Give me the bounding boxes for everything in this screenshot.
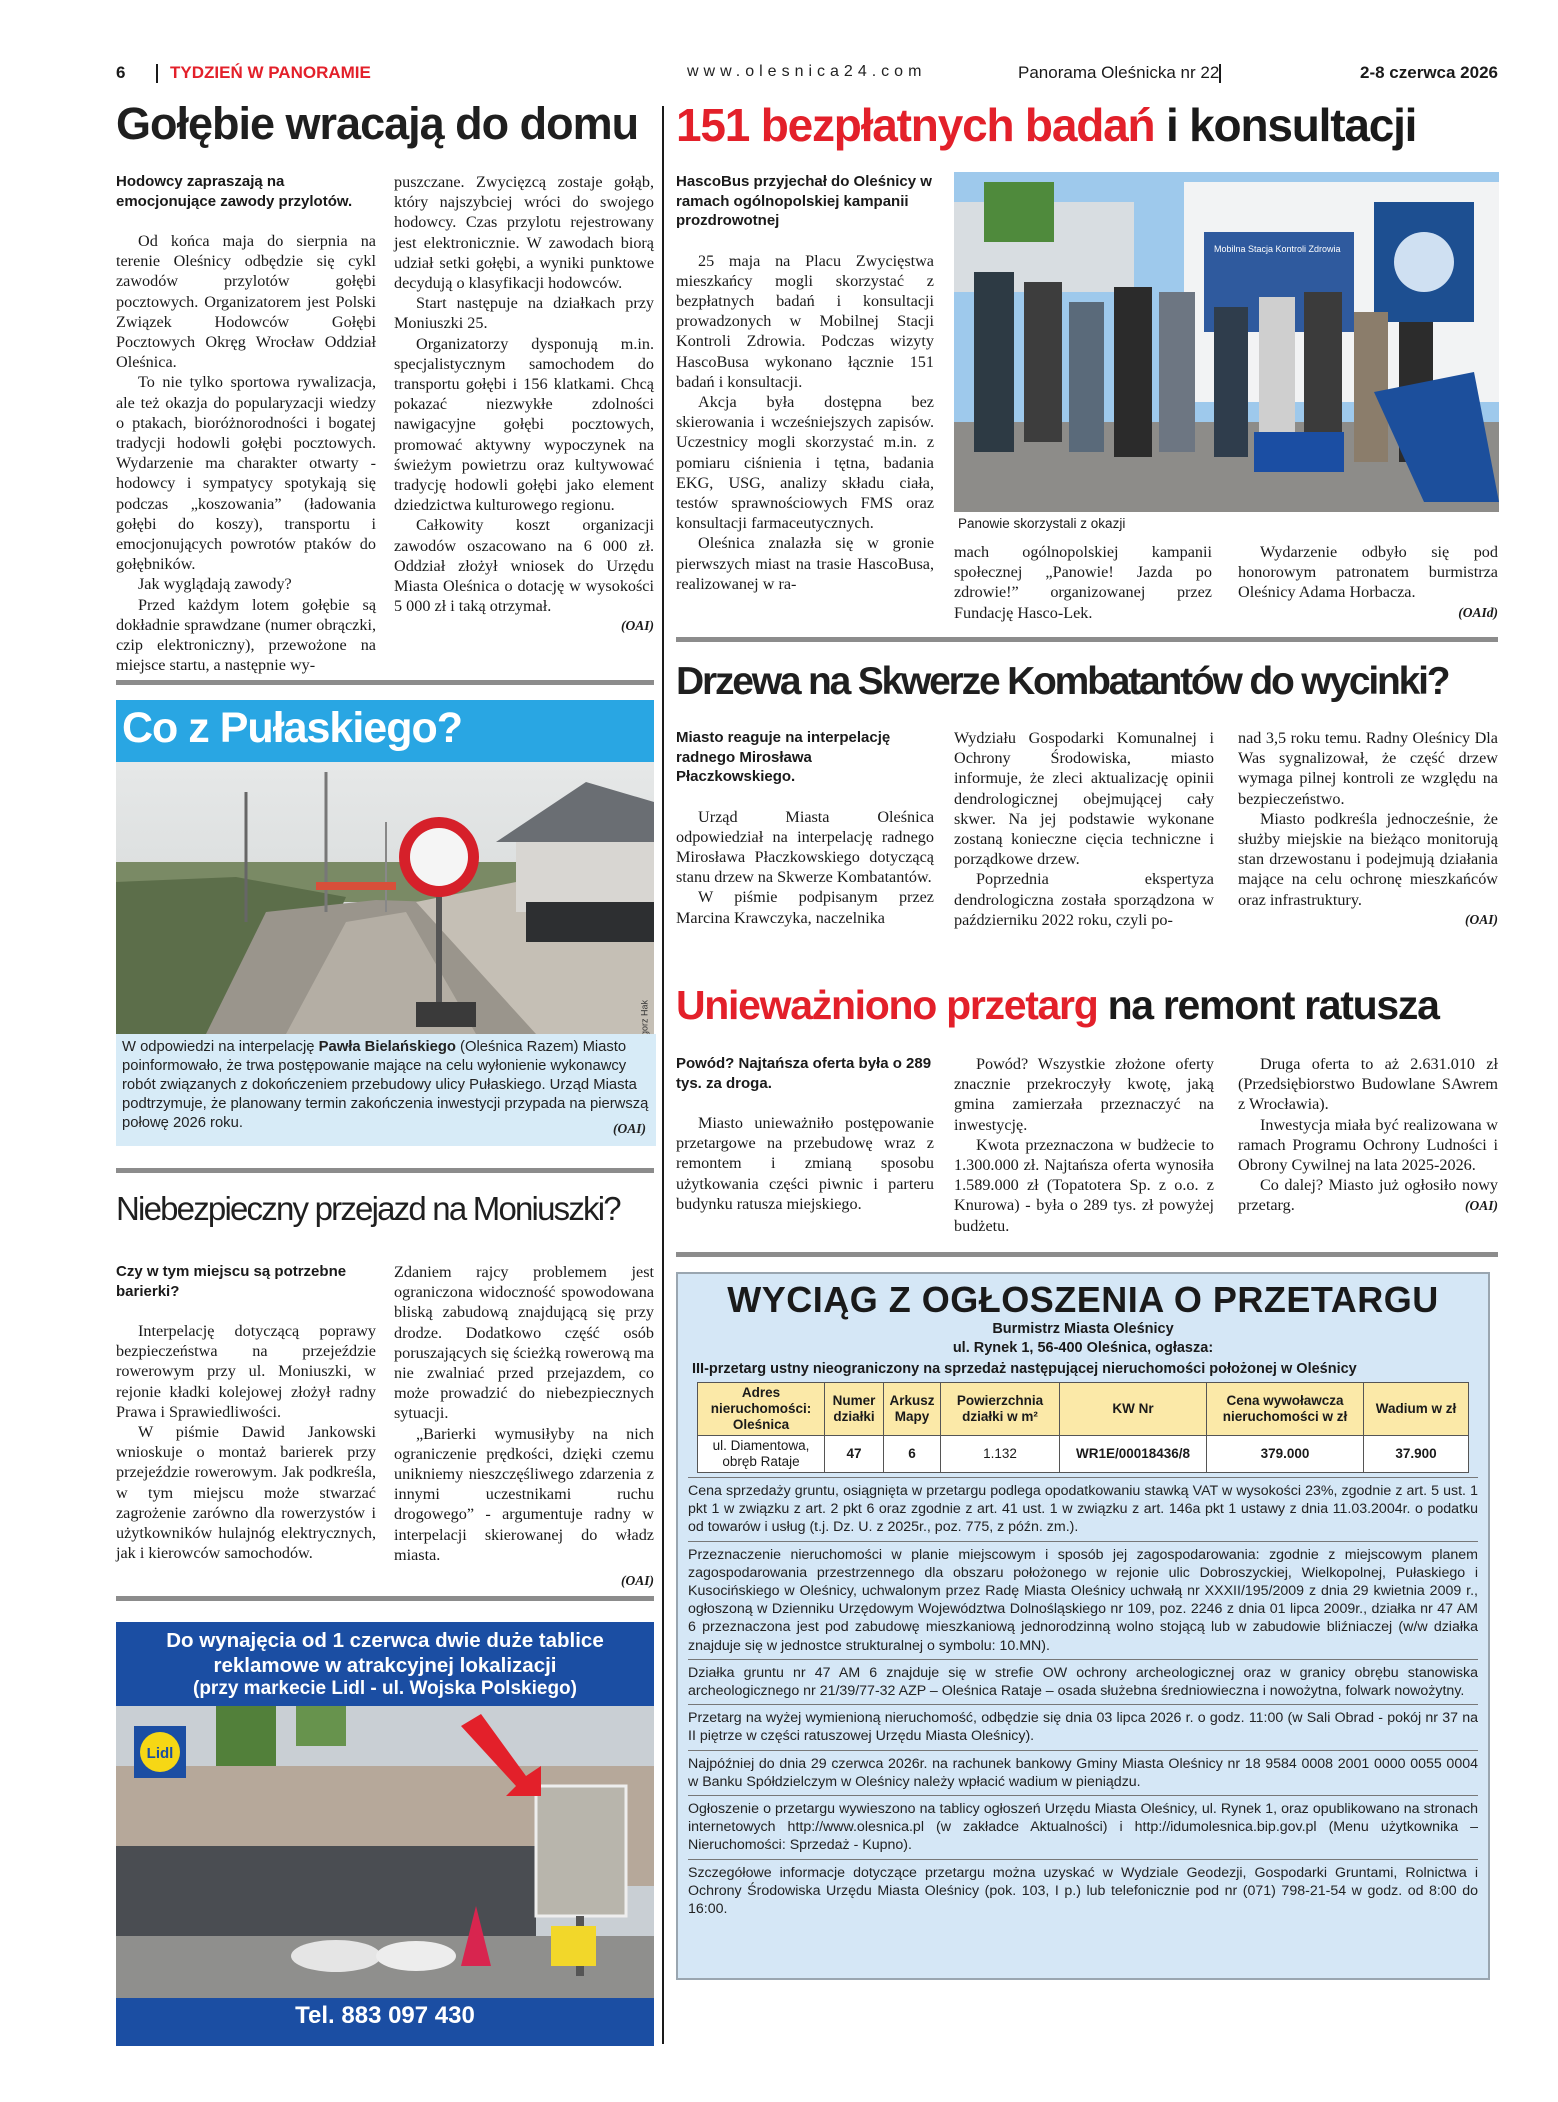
headline-pigeons: Gołębie wracają do domu: [116, 98, 639, 149]
paragraph: Poprzednia ekspertyza dendrologiczna została sporządzona w październiku 2022 roku, czyli po-: [954, 870, 1214, 929]
col-header: KW Nr: [1060, 1383, 1207, 1436]
col-header: Arkusz Mapy: [884, 1383, 941, 1436]
paragraph: Całkowity koszt organizacji zawodów oszacowano na 6 000 zł. Oddział złożył wniosek do Urzędu Miasta Oleśnica o dotację w wysokości 5 000 zł i taką otrzymał.: [394, 516, 654, 616]
paragraph: Akcja była dostępna bez skierowania i wcześniejszych zapisów. Uczestnicy mogli skorzystać m.in. z pomiaru ciśnienia i tętna, badania EKG, USG, analizy składu ciała, testów sprawnościowych FMS oraz konsultacji farmaceutycznych.: [676, 392, 934, 533]
signature: (OAI): [613, 1121, 646, 1136]
table-cell: ul. Diamentowa, obręb Rataje: [698, 1436, 825, 1473]
tender-body: [688, 1477, 1478, 1922]
tender-paragraph: Przeznaczenie nieruchomości w planie miejscowym i sposób jej zagospodarowania: zgodnie z miejscowym planem zagospodarowania przestrzennego dla obszaru położonego w rejonie ulic Dobroszyckiej, Wielkopolnej, Pułaskiego i Kusocińskiego w Oleśnicy, uchwalonym przez Radę Miasta Oleśnicy uchwałą nr XXXII/195/2009 z dnia 29 kwietnia 2009 r., ogłoszoną w Dzienniku Urzędowym Województwa Dolnośląskiego nr 109, poz. 2246 z dnia 01 lipca 2009r., działka nr 47 AM 6 przeznaczona jest pod zabudowę mieszkaniową jednorodzinną wolno stojącą lub w zabudowie bliźniaczej (w/w działka znajduje się w jednostce strukturalnej o symbolu: 10.MN).: [688, 1542, 1478, 1660]
col-header: Numer działki: [825, 1383, 884, 1436]
caption-text: (Oleśnica Razem) Miasto poinformowało, że trwa postępowanie mające na celu wyłonienie wykonawcy robót związanych z dokończeniem przebudowy ulicy Pułaskiego. Urząd Miasta podtrzymuje, że planowany termin zakończenia inwestycji przypada na pierwszą połowę 2026 roku.: [122, 1039, 649, 1131]
paragraph: mach ogólnopolskiej kampanii społecznej „Panowie! Jazda po zdrowie!” organizowanej przez Fundację Hasco-Lek.: [954, 543, 1212, 622]
signature: (OAI): [1465, 1197, 1498, 1213]
table-cell: 47: [825, 1436, 884, 1473]
paragraph: Wydziału Gospodarki Komunalnej i Ochrony Środowiska, miasto informuje, że zleci aktualizację opinii dendrologicznej obejmującej cały skwer. Na jej podstawie wykonane zostaną konieczne cięcia techniczne i porządkowe drzew.: [954, 729, 1214, 869]
photo-hascobus: [954, 172, 1499, 512]
article-lead: HascoBus przyjechał do Oleśnicy w ramach ogólnopolskiej kampanii prozdrowotnej: [676, 173, 932, 229]
paragraph: Co dalej? Miasto już ogłosiło nowy przetarg.: [1238, 1176, 1498, 1215]
header-divider: [1219, 64, 1221, 83]
paragraph: Powód? Wszystkie złożone oferty znacznie przekroczyły kwotę, jaką gmina zamierzała przeznaczyć na inwestycję.: [954, 1055, 1214, 1134]
tender-issuer: Burmistrz Miasta Oleśnicy: [992, 1321, 1174, 1337]
column-separator: [662, 106, 664, 2044]
article-moniuszki-col1: [116, 1262, 376, 1563]
photo-pulaskiego-street: [116, 762, 654, 1034]
headline-part-red: Unieważniono przetarg: [676, 982, 1098, 1028]
issue-label: Panorama Oleśnicka nr 22: [1018, 63, 1220, 82]
paragraph: Kwota przeznaczona w budżecie to 1.300.000 zł. Najtańsza oferta wynosiła 1.589.000 zł (Topatotera Sp. z o.o. z Knurowa) - była o 289 tys. zł powyżej budżetu.: [954, 1135, 1214, 1235]
divider: [676, 637, 1498, 642]
divider: [116, 680, 654, 685]
signature: (OAI): [621, 618, 654, 634]
paragraph: „Barierki wymusiłyby na nich ograniczenie prędkości, dzięki czemu unikniemy nieszczęśliwego zdarzenia z innymi uczestnikami ruchu drogowego” - argumentuje radny w interpelacji skierowanej do władz miasta.: [394, 1424, 654, 1564]
tender-table: [697, 1382, 1469, 1473]
street-photo-illustration: [116, 762, 654, 1034]
pulaskiego-caption: [116, 1034, 656, 1146]
article-ratusz-col2: [954, 1054, 1214, 1236]
bus-text: Mobilna Stacja Kontroli Zdrowia: [1214, 244, 1341, 254]
pulaskiego-title-bar: [116, 700, 654, 762]
table-cell: WR1E/00018436/8: [1060, 1436, 1207, 1473]
paragraph: Miasto podkreśla jednocześnie, że służby miejskie na bieżąco monitorują stan drzewostanu i podejmują działania mające na celu ochronę mieszkańców oraz infrastruktury.: [1238, 809, 1498, 909]
ad-headline: Do wynajęcia od 1 czerwca dwie duże tablice reklamowe w atrakcyjnej lokalizacji: [166, 1629, 604, 1677]
headline-ratusz: [676, 982, 1439, 1029]
paragraph: Wydarzenie odbyło się pod honorowym patronatem burmistrza Oleśnicy Adama Horbacza.: [1238, 543, 1498, 602]
paragraph: Przed każdym lotem gołębie są dokładnie sprawdzane (numer obrączki, czip elektroniczny), przewożone na miejsce startu, a następnie wy-: [116, 595, 376, 675]
paragraph: Inwestycja miała być realizowana w ramach Programu Ochrony Ludności i Obrony Cywilnej na lata 2025-2026.: [1238, 1115, 1498, 1175]
ad-subline: (przy markecie Lidl - ul. Wojska Polskiego): [193, 1678, 577, 1699]
article-drzewa-col2: [954, 728, 1214, 930]
article-pigeons-col2: [394, 172, 654, 637]
headline-hascobus: [676, 98, 1416, 152]
tender-paragraph: Szczegółowe informacje dotyczące przetargu można uzyskać w Wydziale Geodezji, Gospodarki Gruntami, Rolnictwa i Ochrony Środowiska Urzędu Miasta Oleśnicy (pok. 103, I p.) lub telefonicznie pod nr (071) 798-21-54 w godz. od 8:00 do 16:00.: [688, 1864, 1478, 1918]
divider: [116, 1596, 654, 1601]
paragraph: 25 maja na Placu Zwycięstwa mieszkańcy mogli skorzystać z bezpłatnych badań i konsultacji prowadzonych w Mobilnej Stacji Kontroli Zdrowia. Podczas wizyty HascoBusa wykonano łącznie 151 badań i konsultacji.: [676, 251, 934, 391]
billboard-ad[interactable]: [116, 1622, 654, 2046]
tender-address: ul. Rynek 1, 56-400 Oleśnica, ogłasza:: [952, 1340, 1214, 1356]
paragraph: Organizatorzy dysponują m.in. specjalistycznym samochodem do transportu gołębi i 156 klatkami. Chcą pokazać niezwykłe zdolności nawigacyjne gołębi pocztowych, promować aktywny wypoczynek na świeżym powietrzu oraz kultywować tradycję hodowli gołębi jako element dziedzictwa kulturowego regionu.: [394, 334, 654, 515]
article-hascobus-col3: [1238, 542, 1498, 623]
col-header: Powierzchnia działki w m²: [941, 1383, 1060, 1436]
table-row: [698, 1436, 1469, 1473]
headline-pulaskiego: Co z Pułaskiego?: [122, 704, 463, 752]
tender-table-header: [698, 1383, 1469, 1436]
article-hascobus-col1: [676, 172, 934, 594]
page-number: 6: [116, 63, 126, 82]
paragraph: To nie tylko sportowa rywalizacja, ale też okazja do popularyzacji wiedzy o ptakach, bioróżnorodności i bogatej tradycji hodowli gołębi pocztowych. Wydarzenie ma charakter otwarty - hodowcy i sympatycy spotykają się podczas „koszowania” (ładowania gołębi do koszy), transportu i emocjonujących powrotów ptaków do gołębników.: [116, 373, 376, 574]
signature: (OAI): [1465, 911, 1498, 927]
issue-date: 2-8 czerwca 2026: [1360, 63, 1498, 82]
col-header: Cena wywoławcza nieruchomości w zł: [1207, 1383, 1364, 1436]
col-header: Adres nieruchomości: Oleśnica: [698, 1383, 825, 1436]
page-header: [116, 62, 1498, 86]
store-logo-text: Lidl: [146, 1745, 174, 1762]
article-drzewa-col1: [676, 728, 934, 928]
headline-part-black: i konsultacji: [1166, 99, 1417, 151]
paragraph: Jak wyglądają zawody?: [138, 575, 292, 594]
tender-paragraph: Działka gruntu nr 47 AM 6 znajduje się w strefie OW ochrony archeologicznej oraz w granicy obrębu stanowiska archeologicznego nr 21/39/77-32 AZP – Oleśnica Rataje – osada służebna średniowieczna i nowożytna, folwark nowożytny.: [688, 1660, 1478, 1705]
tender-title: WYCIĄG Z OGŁOSZENIA O PRZETARGU: [727, 1279, 1439, 1320]
signature: (OAI): [621, 1573, 654, 1589]
paragraph: Druga oferta to aż 2.631.010 zł (Przedsiębiorstwo Budowlane SAwrem z Wrocławia).: [1238, 1055, 1498, 1114]
tender-paragraph: Ogłoszenie o przetargu wywieszono na tablicy ogłoszeń Urzędu Miasta Oleśnicy, ul. Rynek 1, oraz opublikowano na stronach internetowych http://www.olesnica.pl (w zakładce Aktualności) i http://idumolesnica.bip.gov.pl (Menu użytkownika – Nieruchomości: Sprzedaż - Kupno).: [688, 1796, 1478, 1860]
signature: (OAId): [1458, 604, 1498, 620]
paragraph: W piśmie podpisanym przez Marcina Krawczyka, naczelnika: [676, 888, 934, 927]
table-cell: 37.900: [1364, 1436, 1469, 1473]
lidl-store-illustration: [116, 1706, 654, 1998]
website-url[interactable]: www.olesnica24.com: [687, 63, 927, 80]
article-lead: Czy w tym miejscu są potrzebne barierki?: [116, 1263, 347, 1300]
paragraph: W piśmie Dawid Jankowski wnioskuje o montaż barierek przy przejeździe rowerowym. Jak podkreśla, w tym miejscu może stwarzać zagrożenie zarówno dla rowerzystów i użytkowników hulajnóg elektrycznych, jak i kierowców samochodów.: [116, 1423, 376, 1563]
paragraph: puszczane. Zwycięzcą zostaje gołąb, który najszybciej wróci do swojego hodowcy. Czas przylotu rejestrowany jest elektronicznie. W zawodach biorą udział setki gołębi, a wyniki punktowe decydują o klasyfikacji hodowców.: [394, 173, 654, 293]
headline-part-red: 151 bezpłatnych badań: [676, 99, 1155, 151]
tender-paragraph: Cena sprzedaży gruntu, osiągnięta w przetargu podlega opodatkowaniu stawką VAT w wysokości 23%, zgodnie z art. 5 ust. 1 pkt 1 w związku z art. 2 pkt 6 oraz zgodnie z art. 41 ust. 1 w związku z art. 146a pkt 1 ustawy z dnia 11.03.2004r. o podatku od towarów i usług (t.j. Dz. U. z 2025r., poz. 775, z późn. zm.).: [688, 1478, 1478, 1542]
article-pigeons-col1: [116, 172, 376, 675]
article-ratusz-col3: [1238, 1054, 1498, 1216]
tender-paragraph: Przetarg na wyżej wymienioną nieruchomość, odbędzie się dnia 03 lipca 2026 r. o godz. 11:00 (w Sali Obrad - pokój nr 37 na II piętrze w części ratuszowej Urzędu Miasta Oleśnicy).: [688, 1705, 1478, 1750]
caption-name: Pawła Bielańskiego: [318, 1039, 456, 1055]
article-lead: Powód? Najtańsza oferta była o 289 tys. za droga.: [676, 1055, 932, 1092]
article-ratusz-col1: [676, 1054, 934, 1214]
headline-part-black: na remont ratusza: [1107, 982, 1439, 1028]
photo-caption-hascobus: Panowie skorzystali z okazji: [958, 516, 1126, 531]
hascobus-photo-illustration: [954, 172, 1499, 512]
headline-moniuszki: Niebezpieczny przejazd na Moniuszki?: [116, 1190, 620, 1227]
article-hascobus-col2: [954, 542, 1212, 623]
tender-subject: III-przetarg ustny nieograniczony na sprzedaż następującej nieruchomości położonej w Oleśnicy: [692, 1361, 1357, 1377]
table-cell: 1.132: [941, 1436, 1060, 1473]
paragraph: Urząd Miasta Oleśnica odpowiedział na interpelację radnego Mirosława Płaczkowskiego dotyczącą stanu drzew na Skwerze Kombatantów.: [676, 807, 934, 887]
paragraph: Zdaniem rajcy problemem jest ograniczona widoczność spowodowana bliską zabudową znajdującą się przy drodze. Dodatkowo część osób poruszających się ścieżką rowerową ma nie zwalniać przed przejazdem, co może prowadzić do niebezpiecznych sytuacji.: [394, 1263, 654, 1423]
ad-phone[interactable]: Tel. 883 097 430: [295, 2002, 475, 2029]
section-title: TYDZIEŃ W PANORAMIE: [170, 63, 371, 82]
paragraph: Od końca maja do sierpnia na terenie Oleśnicy odbędzie się cykl zawodów przylotów gołębi pocztowych. Organizatorem jest Polski Związek Hodowców Gołębi Pocztowych Okręg Wrocław Oddział Oleśnica.: [116, 232, 376, 372]
paragraph: Miasto unieważniło postępowanie przetargowe na przebudowę wraz z remontem i zmianą sposobu użytkowania części piwnic i parteru budynku ratusza miejskiego.: [676, 1114, 934, 1213]
article-lead: Miasto reaguje na interpelację radnego Mirosława Płaczkowskiego.: [676, 729, 891, 785]
ad-photo-lidl: [116, 1706, 654, 1998]
table-cell: 6: [884, 1436, 941, 1473]
paragraph: Interpelację dotyczącą poprawy bezpieczeństwa na przejeździe rowerowym przy ul. Moniuszki, w rejonie kładki kolejowej złożył radny Prawa i Sprawiedliwości.: [116, 1322, 376, 1421]
header-divider: [156, 64, 158, 83]
col-header: Wadium w zł: [1364, 1383, 1469, 1436]
article-moniuszki-col2: [394, 1262, 654, 1591]
paragraph: nad 3,5 roku temu. Radny Oleśnicy Dla Was sygnalizował, że część drzew wymaga pilnej kontroli ze względu na bezpieczeństwo.: [1238, 729, 1498, 808]
caption-text: W odpowiedzi na interpelację: [122, 1039, 319, 1055]
tender-paragraph: Najpóźniej do dnia 29 czerwca 2026r. na rachunek bankowy Gminy Miasta Oleśnicy nr 18 9584 0008 2001 0000 0055 0004 w Banku Spółdzielczym w Oleśnicy należy wpłacić wadium w pieniądzu.: [688, 1751, 1478, 1796]
paragraph: Start następuje na działkach przy Moniuszki 25.: [394, 294, 654, 333]
article-drzewa-col3: [1238, 728, 1498, 930]
tender-notice-box: [676, 1272, 1490, 1980]
article-lead: Hodowcy zapraszają na emocjonujące zawody przylotów.: [116, 173, 353, 210]
headline-drzewa: Drzewa na Skwerze Kombatantów do wycinki?: [676, 660, 1449, 703]
paragraph: Oleśnica znalazła się w gronie pierwszych miast na trasie HascoBusa, realizowanej w ra-: [676, 534, 934, 593]
table-cell: 379.000: [1207, 1436, 1364, 1473]
divider: [116, 1168, 654, 1173]
divider: [676, 1252, 1498, 1257]
